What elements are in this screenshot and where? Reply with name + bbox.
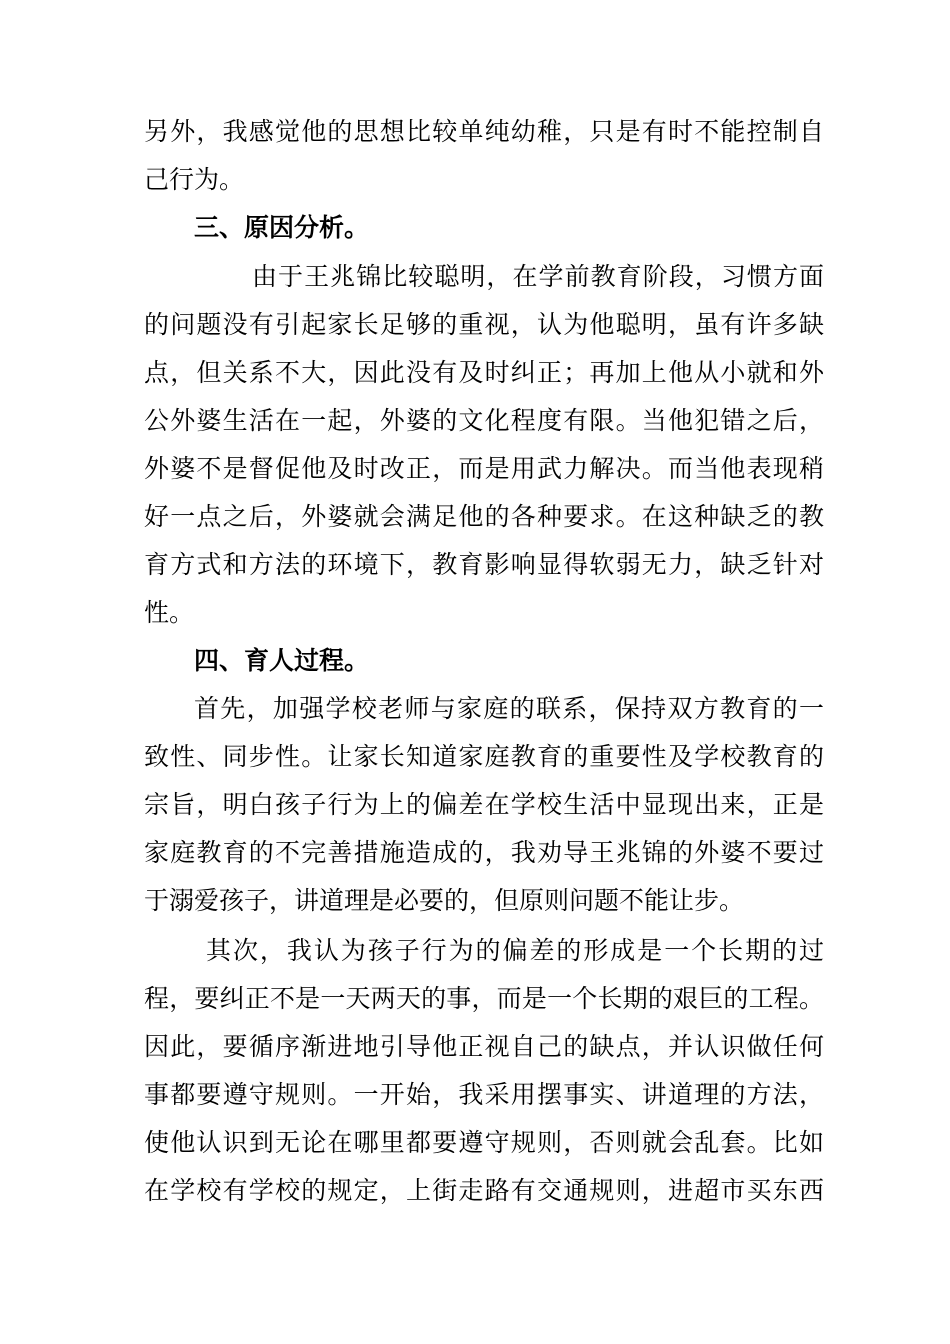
text-line: 于溺爱孩子，讲道理是必要的，但原则问题不能让步。 bbox=[144, 886, 745, 915]
text-line: 好一点之后，外婆就会满足他的各种要求。在这种缺乏的教 bbox=[144, 502, 824, 531]
text-line: 首先，加强学校老师与家庭的联系，保持双方教育的一 bbox=[194, 694, 824, 723]
text-line: 在学校有学校的规定，上街走路有交通规则，进超市买东西 bbox=[144, 1176, 824, 1205]
text-line: 其次，我认为孩子行为的偏差的形成是一个长期的过 bbox=[206, 936, 824, 965]
section-heading: 四、育人过程。 bbox=[194, 646, 370, 675]
text-line: 公外婆生活在一起，外婆的文化程度有限。当他犯错之后， bbox=[144, 406, 824, 435]
text-line: 点，但关系不大，因此没有及时纠正；再加上他从小就和外 bbox=[144, 358, 824, 387]
text-line: 事都要遵守规则。一开始，我采用摆事实、讲道理的方法， bbox=[144, 1080, 824, 1109]
text-line: 因此，要循序渐进地引导他正视自己的缺点，并认识做任何 bbox=[144, 1032, 824, 1061]
section-heading: 三、原因分析。 bbox=[194, 213, 370, 242]
text-line: 外婆不是督促他及时改正，而是用武力解决。而当他表现稍 bbox=[144, 454, 824, 483]
text-line: 使他认识到无论在哪里都要遵守规则，否则就会乱套。比如 bbox=[144, 1128, 824, 1157]
text-line: 家庭教育的不完善措施造成的，我劝导王兆锦的外婆不要过 bbox=[144, 838, 824, 867]
text-line: 性。 bbox=[144, 598, 195, 627]
text-line: 育方式和方法的环境下，教育影响显得软弱无力，缺乏针对 bbox=[144, 550, 824, 579]
text-line: 宗旨，明白孩子行为上的偏差在学校生活中显现出来，正是 bbox=[144, 790, 824, 819]
text-line: 的问题没有引起家长足够的重视，认为他聪明，虽有许多缺 bbox=[144, 310, 824, 339]
text-line: 己行为。 bbox=[144, 165, 245, 194]
text-line: 由于王兆锦比较聪明，在学前教育阶段，习惯方面 bbox=[252, 262, 824, 291]
text-line: 程，要纠正不是一天两天的事，而是一个长期的艰巨的工程。 bbox=[144, 984, 824, 1013]
text-line: 致性、同步性。让家长知道家庭教育的重要性及学校教育的 bbox=[144, 742, 824, 771]
text-line: 另外，我感觉他的思想比较单纯幼稚，只是有时不能控制自 bbox=[144, 117, 824, 146]
